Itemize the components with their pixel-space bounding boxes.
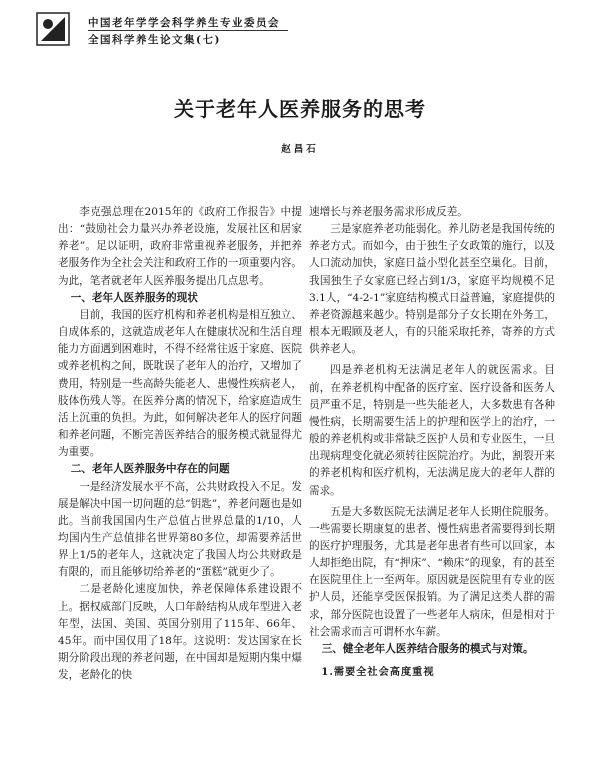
society-logo-icon [36, 12, 70, 46]
article-title: 关于老年人医养服务的思考 [174, 97, 426, 121]
section-heading: 1.需要全社会高度重视 [321, 666, 435, 679]
body-paragraph: 速增长与养老服务需求形成反差。 [309, 206, 468, 218]
body-paragraph: 四是养老机构无法满足老年人的就医需求。目前，在养老机构中配备的医疗室、医疗设备和医务人员严重不足，特别是一些失能老人，大多数患有各种慢性病，长期需要生活上的护理和医学上的治疗，一般的养老机构或非常缺乏医护人员和专业医生，一旦出现病理变化就必须转往医院治疗。为此，割裂开来的养老机构和医疗机构，无法满足庞大的老年人群的需求。 [309, 364, 555, 497]
header-divider [88, 30, 288, 31]
section-heading: 二、老年人医养服务中存在的问题 [70, 463, 230, 476]
section-heading: 三、健全老年人医养结合服务的模式与对策。 [321, 642, 534, 655]
section-heading: 一、老年人医养服务的现状 [70, 291, 198, 304]
body-paragraph: 李克强总理在2015年的《政府工作报告》中提出：“鼓励社会力量兴办养老设施，发展社区和居家养老”。足以证明，政府非常重视养老服务，并把养老服务作为全社会关注和政府工作的一项重要内容。为此，笔者就老年人医养服务提出几点思考。 [58, 206, 302, 287]
article-author: 赵昌石 [281, 144, 319, 155]
body-paragraph: 目前，我国的医疗机构和养老机构是相互独立、自成体系的，这就造成老年人在健康状况和生活自理能力方面遇到困难时，不得不经常往返于家庭、医院或养老机构之间，既耽误了老年人的治疗，又增加了费用，特别是一些高龄失能老人、患慢性疾病老人，肢体伤残人等。在医养分离的情况下，给家庭造成生活上沉重的负担。为此，如何解决老年人的医疗问题和养老问题，不断完善医养结合的服务模式就显得尤为重要。 [58, 308, 302, 459]
body-paragraph: 五是大多数医院无法满足老年人长期住院服务。一些需要长期康复的患者、慢性病患者需要得到长期的医疗护理服务，尤其是老年患者有些可以回家，本人却拒绝出院，有“押床”、“赖床”的现象，有的甚至在医院里住上一至两年。原因就是医院里有专业的医护人员，还能享受医保报销。为了满足这类人群的需求，部分医院也设置了一些老年人病床，但是相对于社会需求而言可谓杯水车薪。 [309, 505, 555, 638]
body-paragraph: 一是经济发展水平不高，公共财政投入不足。发展是解决中国一切问题的总“钥匙”，养老问题也是如此。当前我国国内生产总值占世界总量的1/10，人均国内生产总值排名世界第80多位，却需要养活世界上1/5的老年人，这就决定了我国人均公共财政是有限的，而且能够切给养老的“蛋糕”就更少了。 [58, 480, 302, 579]
body-paragraph: 二是老龄化速度加快，养老保障体系建设跟不上。据权威部门反映，人口年龄结构从成年型进入老年型，法国、美国、英国分别用了115年、66年、45年。而中国仅用了18年。这说明：发达国家在长期分阶段出现的养老问题，在中国却是短期内集中爆发，老龄化的快 [58, 583, 302, 682]
organization-name: 中国老年学学会科学养生专业委员会 [88, 17, 280, 29]
page-header [30, 10, 570, 52]
collection-name: 全国科学养生论文集(七) [88, 34, 221, 46]
body-paragraph: 三是家庭养老功能弱化。养儿防老是我国传统的养老方式。而如今，由于独生子女政策的施行，以及人口流动加快，家庭日益小型化甚至空巢化。目前，我国独生子女家庭已经占到1/3，家庭平均规模不足3.1人，“4-2-1”家庭结构模式日益普遍，家庭提供的养老资源越来越少。特别是部分子女长期在外务工，根本无暇顾及老人，有的只能采取托养，寄养的方式供养老人。 [309, 223, 555, 356]
left-column [58, 204, 302, 684]
right-column [309, 204, 555, 681]
